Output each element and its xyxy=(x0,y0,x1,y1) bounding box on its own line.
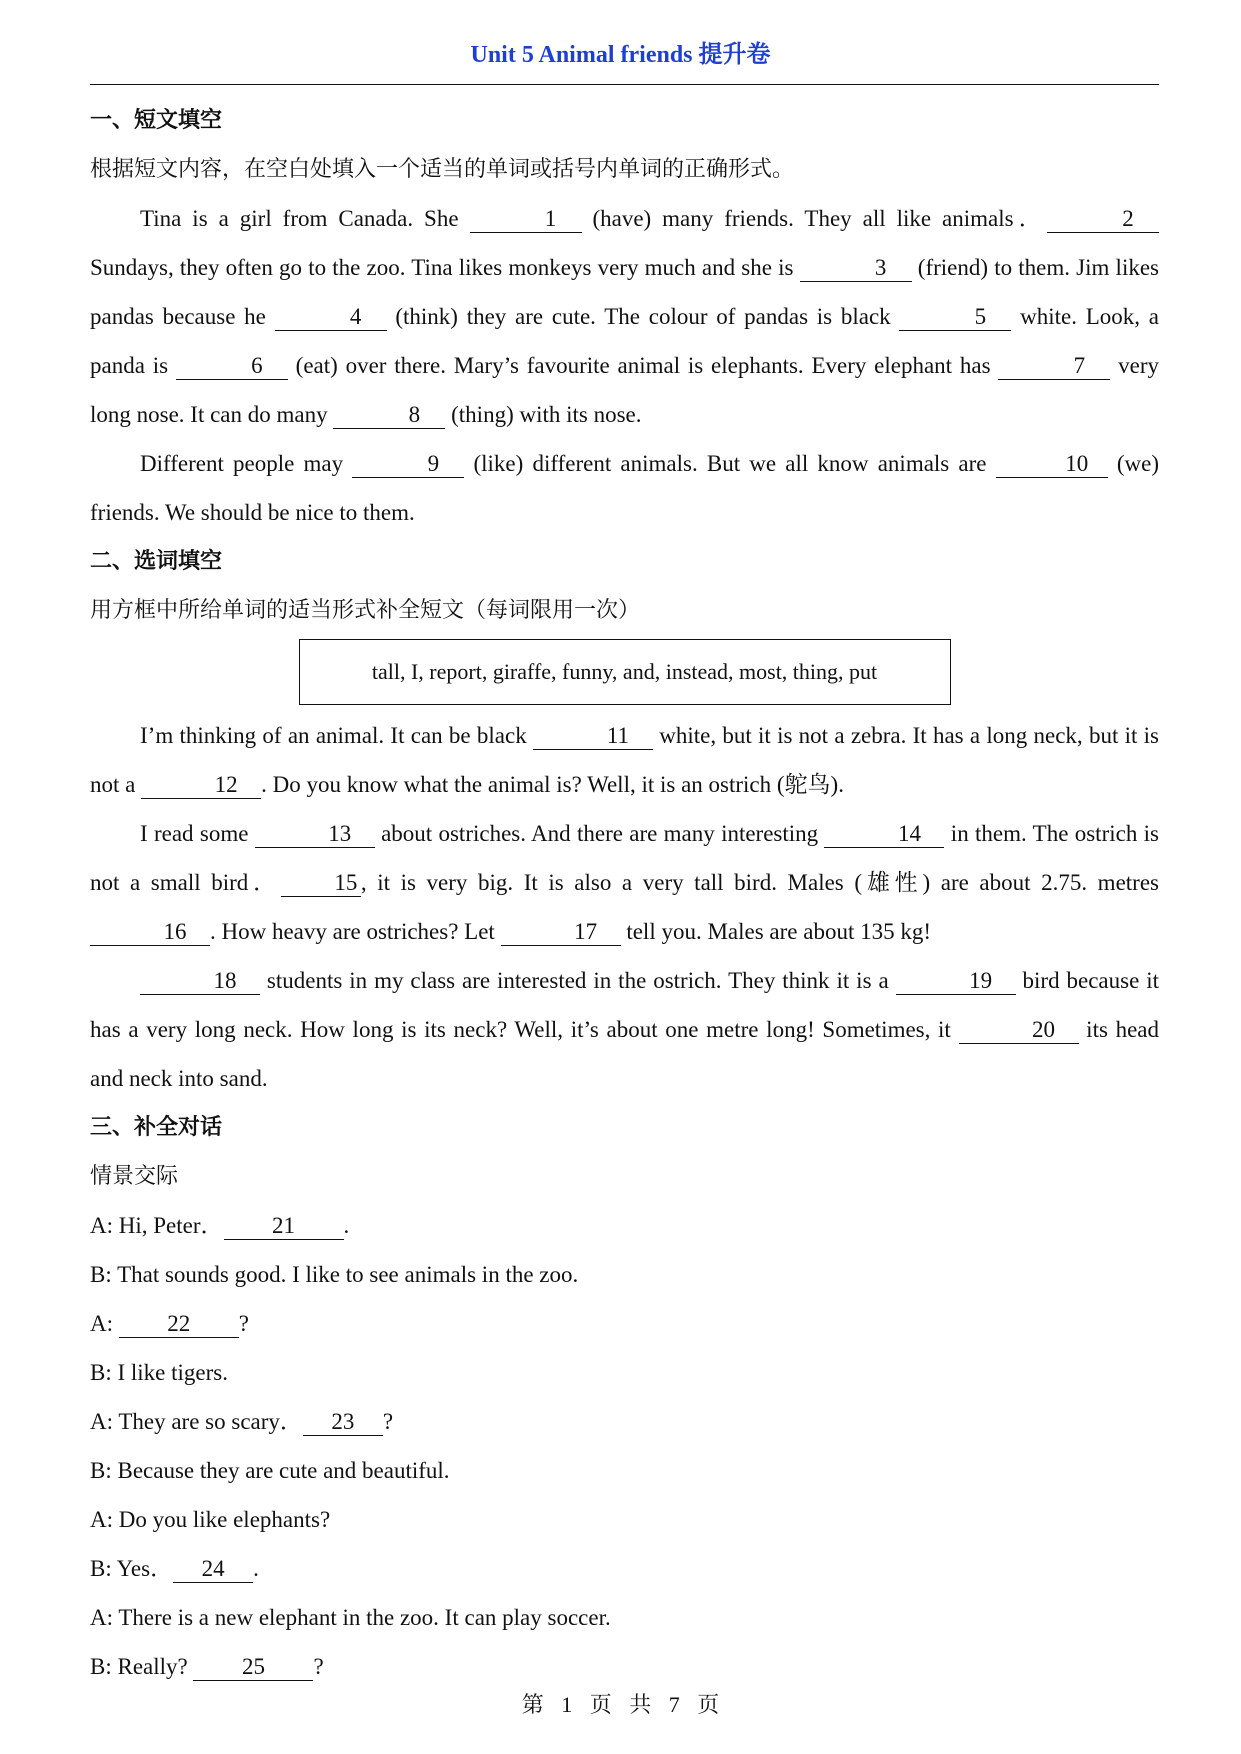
passage-text: students in my class are interested in the ostrich. They think it is a xyxy=(260,968,896,993)
passage-text: white, but it is not a zebra. It has a long neck, but it is not a xyxy=(90,723,1159,797)
dialogue-text: B: Because they are cute and beautiful. xyxy=(90,1458,450,1483)
answer-blank-10[interactable]: 10 xyxy=(996,452,1108,478)
passage-text: . Do you know what the animal is? Well, it is an ostrich (鸵鸟). xyxy=(261,772,844,797)
section-1-instruction: 根据短文内容，在空白处填入一个适当的单词或括号内单词的正确形式。 xyxy=(90,157,795,182)
page-title: Unit 5 Animal friends 提升卷 xyxy=(470,42,771,68)
answer-blank-1[interactable]: 1 xyxy=(470,207,582,233)
passage-text: Tina is a girl from Canada. She xyxy=(140,206,470,231)
dialogue-line xyxy=(90,1446,1159,1495)
answer-blank-21[interactable]: 21 xyxy=(224,1214,344,1240)
section-2-paragraph-1 xyxy=(90,711,1159,809)
document-body xyxy=(90,96,1159,1691)
passage-text: Sundays, they often go to the zoo. Tina likes monkeys very much and she is xyxy=(90,255,800,280)
answer-blank-3[interactable]: 3 xyxy=(800,256,912,282)
section-1-paragraph-2 xyxy=(90,439,1159,537)
dialogue-line xyxy=(90,1495,1159,1544)
dialogue-text: ? xyxy=(313,1654,324,1679)
answer-blank-8[interactable]: 8 xyxy=(333,403,445,429)
section-3-instruction: 情景交际 xyxy=(90,1164,179,1189)
passage-text: (eat) over there. Mary’s favourite animal is elephants. Every elephant has xyxy=(287,353,999,378)
dialogue-text: B: Really? xyxy=(90,1654,194,1679)
dialogue-line xyxy=(90,1593,1159,1642)
passage-text: I read some xyxy=(140,821,255,846)
dialogue-line xyxy=(90,1397,1159,1446)
passage-text: . How heavy are ostriches? Let xyxy=(210,919,501,944)
answer-blank-11[interactable]: 11 xyxy=(533,724,653,750)
passage-text: I’m thinking of an animal. It can be black xyxy=(140,723,533,748)
answer-blank-17[interactable]: 17 xyxy=(501,920,621,946)
passage-text: Different people may xyxy=(140,451,353,476)
section-2-paragraph-3 xyxy=(90,956,1159,1103)
dialogue-line xyxy=(90,1544,1159,1593)
answer-blank-20[interactable]: 20 xyxy=(959,1018,1079,1044)
dialogue-text: B: That sounds good. I like to see animals in the zoo. xyxy=(90,1262,579,1287)
answer-blank-7[interactable]: 7 xyxy=(998,354,1110,380)
dialogue-line xyxy=(90,1250,1159,1299)
passage-text: (think) they are cute. The colour of pandas is black xyxy=(386,304,900,329)
passage-text: (we) friends. We should be nice to them. xyxy=(90,451,1159,525)
answer-blank-18[interactable]: 18 xyxy=(140,969,260,995)
passage-text: (thing) with its nose. xyxy=(445,402,642,427)
section-1-heading: 一、短文填空 xyxy=(90,108,223,133)
answer-blank-12[interactable]: 12 xyxy=(141,773,261,799)
page-number-footer: 第 1 页 共 7 页 xyxy=(521,1692,720,1717)
section-1-paragraph-1 xyxy=(90,194,1159,439)
answer-blank-25[interactable]: 25 xyxy=(193,1655,313,1681)
dialogue-line xyxy=(90,1348,1159,1397)
passage-text: white. Look, a panda is xyxy=(90,304,1159,378)
answer-blank-16[interactable]: 16 xyxy=(90,920,210,946)
dialogue-line xyxy=(90,1299,1159,1348)
dialogue-line xyxy=(90,1642,1159,1691)
dialogue-text: . xyxy=(253,1556,259,1581)
dialogue-text: A: Do you like elephants? xyxy=(90,1507,331,1532)
passage-text: very long nose. It can do many xyxy=(90,353,1159,427)
answer-blank-15[interactable]: 15 xyxy=(281,871,361,897)
header-divider xyxy=(90,84,1159,85)
answer-blank-22[interactable]: 22 xyxy=(119,1312,239,1338)
dialogue-text: . xyxy=(343,1213,350,1238)
passage-text: its head and neck into sand. xyxy=(90,1017,1159,1091)
section-3-heading: 三、补全对话 xyxy=(90,1115,223,1140)
passage-text: about ostriches. And there are many interesting xyxy=(374,821,825,846)
answer-blank-9[interactable]: 9 xyxy=(352,452,464,478)
dialogue-text: A: Hi, Peter． xyxy=(90,1213,224,1238)
answer-blank-19[interactable]: 19 xyxy=(896,969,1016,995)
answer-blank-4[interactable]: 4 xyxy=(275,305,387,331)
answer-blank-2[interactable]: 2 xyxy=(1047,207,1159,233)
dialogue-text: ? xyxy=(382,1409,394,1434)
dialogue-text: A: xyxy=(90,1311,119,1336)
dialogue-text: ? xyxy=(238,1311,249,1336)
dialogue-text: B: I like tigers. xyxy=(90,1360,228,1385)
passage-text: , it is very big. It is also a very tall bird. Males (雄性) are about 2.75. metres xyxy=(360,870,1159,895)
answer-blank-13[interactable]: 13 xyxy=(255,822,375,848)
dialogue-text: B: Yes． xyxy=(90,1556,174,1581)
passage-text: bird because it has a very long neck. How long is its neck? Well, it’s about one metre long! Sometimes, it xyxy=(90,968,1159,1042)
answer-blank-14[interactable]: 14 xyxy=(824,822,944,848)
dialogue-text: A: There is a new elephant in the zoo. It can play soccer. xyxy=(90,1605,611,1630)
answer-blank-24[interactable]: 24 xyxy=(173,1557,253,1583)
answer-blank-6[interactable]: 6 xyxy=(176,354,288,380)
section-2-paragraph-2 xyxy=(90,809,1159,956)
section-2-instruction: 用方框中所给单词的适当形式补全短文（每词限用一次） xyxy=(90,598,641,623)
passage-text: (like) different animals. But we all know animals are xyxy=(464,451,996,476)
answer-blank-23[interactable]: 23 xyxy=(303,1410,383,1436)
section-2-heading: 二、选词填空 xyxy=(90,549,223,574)
passage-text: in them. The ostrich is not a small bird． xyxy=(90,821,1159,895)
passage-text: tell you. Males are about 135 kg! xyxy=(620,919,931,944)
dialogue-line xyxy=(90,1201,1159,1250)
passage-text: (friend) to them. Jim likes pandas because he xyxy=(90,255,1159,329)
dialogue-text: A: They are so scary． xyxy=(90,1409,303,1434)
passage-text: (have) many friends. They all like animals． xyxy=(581,206,1047,231)
answer-blank-5[interactable]: 5 xyxy=(899,305,1011,331)
word-bank-box: tall, I, report, giraffe, funny, and, instead, most, thing, put xyxy=(299,639,951,705)
